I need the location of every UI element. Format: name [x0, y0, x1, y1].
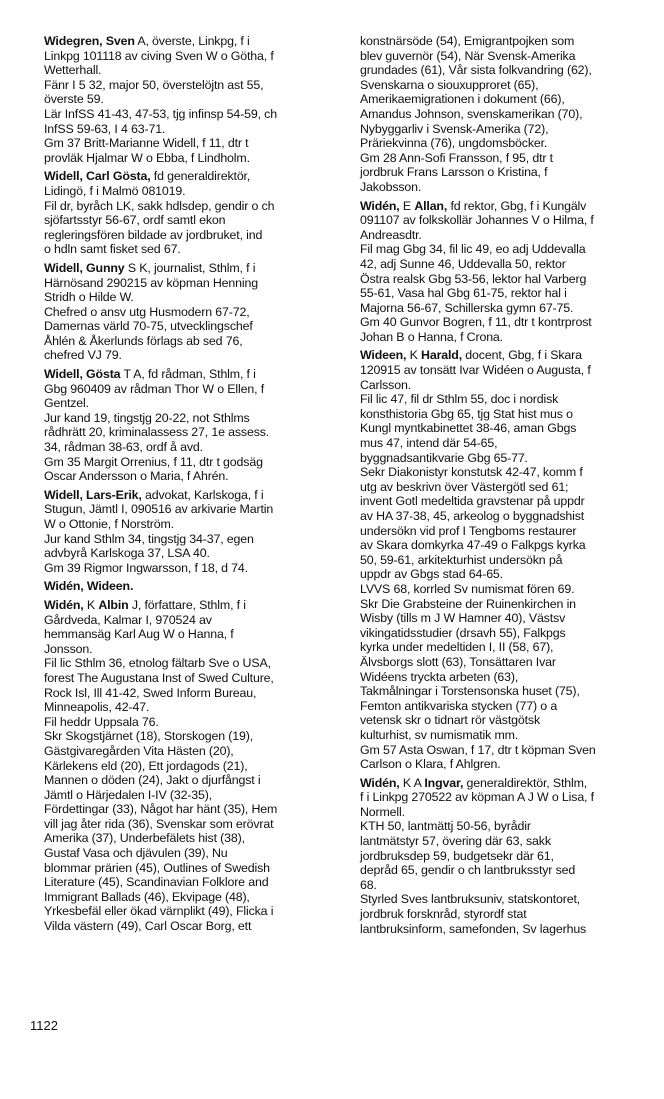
entry-text: sjöfartsstyr 56-67, ordf samtl ekon	[44, 213, 226, 228]
entry-text: advokat, Karlskoga, f i	[141, 487, 264, 502]
entry-name-bold: Widell, Gösta	[44, 367, 121, 382]
right-column	[360, 34, 660, 940]
entry-line	[44, 242, 344, 257]
entry-line	[44, 213, 344, 228]
entry-line	[44, 382, 344, 397]
entry-text: Jonsson.	[44, 641, 93, 656]
entry-text: byggnadsantikvarie Gbg 65-77.	[360, 450, 528, 465]
entry-line	[44, 199, 344, 214]
entry-name-bold: Widegren, Sven	[44, 34, 135, 48]
entry-line	[44, 744, 344, 759]
entry-line	[44, 184, 344, 199]
entry-line	[360, 330, 660, 345]
biography-entry	[360, 776, 660, 937]
biography-entry	[44, 169, 344, 257]
left-column	[44, 34, 344, 938]
entry-name-bold: Allan,	[414, 198, 448, 213]
page-number: 1122	[30, 1018, 58, 1033]
entry-line	[360, 907, 660, 922]
entry-line	[360, 805, 660, 820]
entry-line	[44, 425, 344, 440]
entry-line	[360, 776, 660, 791]
biography-entry	[44, 261, 344, 363]
entry-text: Wetterhall.	[44, 63, 102, 78]
biography-entry	[360, 199, 660, 345]
entry-text: Amandus Johnson, svenskamerikan (70),	[360, 106, 583, 121]
entry-text: Gårdveda, Kalmar I, 970524 av	[44, 612, 212, 627]
entry-line	[360, 863, 660, 878]
entry-line	[360, 107, 660, 122]
entry-line	[360, 757, 660, 772]
entry-text: 55-61, Vasa hal Gbg 61-75, rektor hal i	[360, 286, 567, 301]
entry-line	[360, 49, 660, 64]
entry-line	[360, 465, 660, 480]
entry-name-bold: Widén,	[44, 597, 84, 612]
entry-text: Östra realsk Gbg 53-56, lektor hal Varberg	[360, 271, 587, 286]
entry-text: T A, fd rådman, Sthlm, f i	[120, 367, 256, 382]
entry-line	[360, 451, 660, 466]
entry-line	[360, 728, 660, 743]
entry-line	[44, 715, 344, 730]
entry-text: Kungl myntkabinettet 38-46, aman Gbgs	[360, 421, 577, 436]
entry-text: mus 47, intend där 54-65,	[360, 436, 498, 451]
entry-name-bold: Widén,	[360, 775, 400, 790]
entry-line	[360, 199, 660, 214]
entry-line	[44, 367, 344, 382]
entry-text: Jämtl o Härjedalen I-IV (32-35),	[44, 787, 213, 802]
entry-line	[360, 849, 660, 864]
entry-line	[44, 92, 344, 107]
entry-line	[44, 700, 344, 715]
biography-entry	[360, 348, 660, 771]
entry-line	[360, 407, 660, 422]
entry-line	[360, 626, 660, 641]
entry-line	[44, 440, 344, 455]
entry-text: J, författare, Sthlm, f i	[128, 597, 246, 612]
entry-text: Chefred o ansv utg Husmodern 67-72,	[44, 304, 250, 319]
entry-line	[44, 686, 344, 701]
entry-text: grundades (61), Vår sista folkvandring (62),	[360, 63, 592, 78]
entry-line	[44, 290, 344, 305]
entry-text: Normell.	[360, 804, 405, 819]
biography-entry	[360, 34, 660, 195]
entry-text: Fil lic 47, fil dr Sthlm 55, doc i nordisk	[360, 392, 559, 407]
entry-line	[360, 363, 660, 378]
entry-text: Carlson o Klara, f Ahlgren.	[360, 757, 501, 772]
entry-line	[44, 34, 344, 49]
entry-line	[360, 151, 660, 166]
entry-line	[44, 469, 344, 484]
entry-text: jordbruksdep 59, budgetsekr där 61,	[360, 848, 554, 863]
entry-line	[360, 136, 660, 151]
entry-line	[44, 729, 344, 744]
entry-line	[44, 411, 344, 426]
entry-name-bold: Widell, Lars-Erik,	[44, 487, 142, 502]
entry-text: docent, Gbg, f i Skara	[462, 348, 582, 363]
entry-line	[360, 122, 660, 137]
entry-line	[44, 759, 344, 774]
entry-line	[44, 627, 344, 642]
entry-text: Gm 28 Ann-Sofi Fransson, f 95, dtr t	[360, 150, 553, 165]
entry-text: LVVS 68, korrled Sv numismat fören 69.	[360, 581, 575, 596]
entry-line	[44, 169, 344, 184]
entry-text: invent Gotl medeltida gravstenar på uppdr	[360, 494, 585, 509]
entry-line	[44, 151, 344, 166]
entry-text: Andreasdtr.	[360, 227, 422, 242]
entry-line	[44, 49, 344, 64]
entry-line	[44, 396, 344, 411]
entry-line	[360, 878, 660, 893]
entry-text: blev guvernör (54), När Svensk-Amerika	[360, 48, 576, 63]
entry-text: KTH 50, lantmättj 50-56, byrådir	[360, 819, 531, 834]
entry-line	[44, 517, 344, 532]
entry-text: Lidingö, f i Malmö 081019.	[44, 183, 186, 198]
entry-text: Gm 37 Britt-Marianne Widell, f 11, dtr t	[44, 136, 249, 151]
entry-text: lantbruksinform, samefonden, Sv lagerhus	[360, 921, 587, 936]
entry-text: Nybyggarliv i Svensk-Amerika (72),	[360, 121, 549, 136]
entry-line	[360, 213, 660, 228]
entry-text: jordbruk Frans Larsson o Kristina, f	[360, 165, 548, 180]
entry-text: Gentzel.	[44, 396, 89, 411]
entry-line	[360, 538, 660, 553]
entry-text: A, överste, Linkpg, f i	[134, 34, 250, 48]
entry-text: Skr Die Grabsteine der Ruinenkirchen in	[360, 596, 576, 611]
entry-line	[360, 286, 660, 301]
entry-text: undersökn vid prof I Tengboms restaurer	[360, 523, 577, 538]
entry-name-bold: Widell, Carl Gösta,	[44, 169, 151, 184]
entry-name-bold: Harald,	[421, 348, 463, 363]
entry-line	[44, 348, 344, 363]
entry-text: regleringsfören bildade av jordbruket, ind	[44, 227, 263, 242]
entry-text: Lär InfSS 41-43, 47-53, tjg infinsp 54-59, ch	[44, 106, 277, 121]
entry-line	[44, 78, 344, 93]
entry-line	[360, 922, 660, 937]
entry-text: Immigrant Ballads (46), Ekvipage (48),	[44, 889, 250, 904]
entry-text: Gustaf Vasa och djävulen (39), Nu	[44, 846, 228, 861]
entry-text: Jur kand 19, tingstjg 20-22, not Sthlms	[44, 410, 250, 425]
entry-line	[360, 348, 660, 363]
entry-text: Jakobsson.	[360, 179, 422, 194]
entry-line	[44, 532, 344, 547]
entry-line	[44, 890, 344, 905]
entry-line	[360, 378, 660, 393]
entry-text: Älvsborgs slott (63), Tonsättaren Ivar	[360, 654, 556, 669]
entry-text: S K, journalist, Sthlm, f i	[124, 260, 256, 275]
entry-text: Rock Isl, Ill 41-42, Swed Inform Bureau,	[44, 685, 257, 700]
entry-text: advbyrå Karlskoga 37, LSA 40.	[44, 546, 210, 561]
entry-line	[360, 480, 660, 495]
entry-line	[44, 831, 344, 846]
entry-text: fd rektor, Gbg, f i Kungälv	[447, 198, 587, 213]
entry-text: Literature (45), Scandinavian Folklore and	[44, 875, 269, 890]
entry-line	[360, 392, 660, 407]
biography-entry	[44, 579, 344, 594]
entry-text: Härnösand 290215 av köpman Henning	[44, 275, 258, 290]
entry-line	[44, 875, 344, 890]
entry-text: Jur kand Sthlm 34, tingstjg 34-37, egen	[44, 531, 254, 546]
entry-line	[360, 436, 660, 451]
entry-text: Widéens tryckta arbeten (63),	[360, 669, 519, 684]
entry-line	[360, 819, 660, 834]
entry-text: Gm 39 Rigmor Ingwarsson, f 18, d 74.	[44, 560, 248, 575]
entry-line	[360, 78, 660, 93]
entry-line	[360, 713, 660, 728]
entry-text: Fördettingar (33), Något har hänt (35), Hem	[44, 802, 278, 817]
entry-text: konstnärsöde (54), Emigrantpojken som	[360, 34, 575, 48]
entry-line	[360, 421, 660, 436]
entry-line	[360, 790, 660, 805]
biography-entry	[44, 598, 344, 934]
entry-text: Styrled Sves lantbruksuniv, statskontoret,	[360, 892, 581, 907]
entry-line	[360, 553, 660, 568]
entry-line	[360, 180, 660, 195]
entry-text: Femton antikvariska stycken (77) o a	[360, 698, 558, 713]
entry-line	[44, 107, 344, 122]
entry-text: fd generaldirektör,	[150, 169, 251, 184]
entry-text: W o Ottonie, f Norström.	[44, 517, 174, 531]
entry-line	[360, 640, 660, 655]
entry-text: Amerika (37), Underbefälets hist (38),	[44, 831, 245, 846]
entry-text: Fänr I 5 32, major 50, överstelöjtn ast 55,	[44, 77, 264, 92]
entry-line	[44, 788, 344, 803]
entry-text: Stugun, Jämtl I, 090516 av arkivarie Martin	[44, 502, 274, 517]
entry-text: jordbruk forsknråd, styrordf stat	[360, 907, 527, 922]
entry-line	[360, 34, 660, 49]
entry-line	[44, 773, 344, 788]
entry-text: Majorna 56-67, Schillerska gymn 67-75.	[360, 300, 574, 315]
entry-text: Sekr Diakonistyr konstutsk 42-47, komm f	[360, 465, 583, 480]
entry-text: Svenskarna o siouxupproret (65),	[360, 77, 539, 92]
entry-text: av HA 37-38, 45, arkeolog o byggnadshist	[360, 509, 585, 523]
entry-line	[360, 611, 660, 626]
entry-text: överste 59.	[44, 92, 104, 107]
entry-name-bold: Widell, Gunny	[44, 260, 125, 275]
entry-line	[360, 597, 660, 612]
entry-text: Gm 35 Margit Orrenius, f 11, dtr t godsäg	[44, 454, 263, 469]
entry-line	[44, 561, 344, 576]
entry-text: Fil dr, byråch LK, sakk hdlsdep, gendir o ch	[44, 198, 275, 213]
entry-line	[44, 305, 344, 320]
entry-text: rådhrätt 20, kriminalassess 27, 1e assess.	[44, 425, 270, 440]
biography-entry	[44, 34, 344, 165]
entry-line	[360, 699, 660, 714]
entry-text: K A	[399, 775, 425, 790]
entry-line	[360, 92, 660, 107]
entry-line	[360, 272, 660, 287]
entry-text: Fil mag Gbg 34, fil lic 49, eo adj Uddevalla	[360, 242, 586, 257]
entry-line	[44, 276, 344, 291]
entry-text: Carlsson.	[360, 377, 411, 392]
entry-line	[44, 861, 344, 876]
entry-name-bold: Widén, Wideen.	[44, 579, 134, 594]
entry-name-bold: Albin	[98, 597, 129, 612]
entry-line	[44, 579, 344, 594]
entry-name-bold: Wideen,	[360, 348, 407, 363]
entry-line	[360, 655, 660, 670]
entry-text: f i Linkpg 270522 av köpman A J W o Lisa, f	[360, 790, 594, 805]
entry-text: konsthistoria Gbg 65, tjg Stat hist mus o	[360, 406, 573, 421]
entry-text: Fil heddr Uppsala 76.	[44, 714, 159, 729]
entry-line	[44, 228, 344, 243]
entry-line	[360, 670, 660, 685]
entry-line	[360, 524, 660, 539]
entry-line	[44, 546, 344, 561]
entry-line	[44, 671, 344, 686]
entry-text: Fil lic Sthlm 36, etnolog fältarb Sve o USA,	[44, 656, 271, 671]
entry-line	[360, 509, 660, 524]
entry-name-bold: Widén,	[360, 198, 400, 213]
entry-line	[44, 319, 344, 334]
entry-line	[44, 455, 344, 470]
entry-line	[44, 919, 344, 934]
entry-line	[360, 315, 660, 330]
entry-text: 091107 av folkskollär Johannes V o Hilma, f	[360, 213, 594, 228]
entry-line	[44, 613, 344, 628]
entry-text: 68.	[360, 877, 377, 892]
entry-text: 50, 59-61, arkitekturhist undersökn på	[360, 552, 563, 567]
entry-text: chefred VJ 79.	[44, 348, 122, 363]
entry-line	[44, 63, 344, 78]
biography-entry	[44, 488, 344, 576]
entry-text: Amerikaemigrationen i dokument (66),	[360, 92, 565, 107]
entry-line	[44, 802, 344, 817]
entry-line	[360, 63, 660, 78]
entry-text: utg av beskrivn över Västergötl sed 61;	[360, 479, 569, 494]
entry-text: Vilda västern (49), Carl Oscar Borg, ett	[44, 919, 252, 934]
entry-text: depråd 65, gendir o ch lantbruksstyr sed	[360, 863, 576, 878]
entry-line	[44, 598, 344, 613]
entry-text: Präriekvinna (76), ungdomsböcker.	[360, 136, 548, 151]
entry-text: Johan B o Hanna, f Crona.	[360, 329, 503, 344]
entry-text: lantmätstyr 57, övering där 63, sakk	[360, 834, 551, 849]
entry-text: Skr Skogstjärnet (18), Storskogen (19),	[44, 729, 254, 744]
entry-line	[360, 892, 660, 907]
entry-line	[44, 488, 344, 503]
entry-line	[360, 834, 660, 849]
entry-text: 42, adj Sunne 46, Uddevalla 50, rektor	[360, 256, 566, 271]
entry-line	[360, 494, 660, 509]
entry-line	[44, 334, 344, 349]
entry-text: provläk Hjalmar W o Ebba, f Lindholm.	[44, 150, 250, 165]
entry-text: Takmålningar i Torstensonska huset (75),	[360, 684, 580, 699]
entry-text: Damernas värld 70-75, utvecklingschef	[44, 319, 253, 334]
entry-text: Oscar Andersson o Maria, f Ahrén.	[44, 469, 229, 484]
entry-text: Åhlén & Åkerlunds förlags ab sed 76,	[44, 333, 243, 348]
entry-line	[360, 743, 660, 758]
entry-line	[44, 656, 344, 671]
entry-text: E	[399, 198, 415, 213]
entry-line	[44, 846, 344, 861]
entry-line	[44, 136, 344, 151]
entry-line	[44, 904, 344, 919]
entry-text: K	[83, 597, 99, 612]
entry-text: uppdr av Gbgs stad 64-65.	[360, 567, 503, 582]
entry-text: Gm 57 Asta Oswan, f 17, dtr t köpman Sven	[360, 742, 596, 757]
entry-text: blommar prärien (45), Outlines of Swedish	[44, 860, 270, 875]
biography-entry	[44, 367, 344, 484]
entry-line	[360, 228, 660, 243]
entry-text: o hdln samt fisket sed 67.	[44, 242, 181, 257]
entry-line	[360, 301, 660, 316]
entry-line	[360, 242, 660, 257]
entry-line	[44, 642, 344, 657]
entry-text: Kärlekens eld (20), Ett jordagods (21),	[44, 758, 248, 773]
entry-line	[360, 165, 660, 180]
entry-text: av Skara domkyrka 47-49 o Falkpgs kyrka	[360, 538, 586, 553]
entry-text: generaldirektör, Sthlm,	[463, 775, 588, 790]
entry-line	[44, 502, 344, 517]
entry-text: K	[406, 348, 422, 363]
entry-text: Gm 40 Gunvor Bogren, f 11, dtr t kontrprost	[360, 315, 592, 330]
entry-line	[44, 817, 344, 832]
entry-text: kulturhist, sv numismatik mm.	[360, 727, 519, 742]
entry-text: vetensk skr o tidnart rör västgötsk	[360, 713, 540, 728]
entry-text: Mannen o döden (24), Jakt o djurfångst i	[44, 773, 261, 788]
entry-text: forest The Augustana Inst of Swed Culture,	[44, 670, 274, 685]
entry-line	[44, 122, 344, 137]
entry-line	[360, 257, 660, 272]
entry-text: Gbg 960409 av rådman Thor W o Ellen, f	[44, 381, 264, 396]
entry-text: vikingatidsstudier (drsavh 55), Falkpgs	[360, 625, 566, 640]
entry-text: Gästgivaregården Vita Hästen (20),	[44, 743, 234, 758]
entry-text: vill jag åter rida (36), Svenskar som erövrat	[44, 816, 274, 831]
entry-text: hemmansäg Karl Aug W o Hanna, f	[44, 627, 234, 642]
entry-line	[360, 567, 660, 582]
entry-text: InfSS 59-63, I 4 63-71.	[44, 121, 166, 136]
entry-text: Yrkesbefäl eller ökad värnplikt (49), Flicka i	[44, 904, 274, 919]
entry-line	[360, 684, 660, 699]
entry-text: 34, rådman 38-63, ordf å avd.	[44, 440, 203, 455]
entry-line	[360, 582, 660, 597]
entry-line	[44, 261, 344, 276]
entry-text: Stridh o Hilde W.	[44, 290, 134, 305]
entry-name-bold: Ingvar,	[424, 775, 464, 790]
entry-text: Linkpg 101118 av civing Sven W o Götha, f	[44, 48, 274, 63]
entry-text: Minneapolis, 42-47.	[44, 700, 150, 715]
entry-text: 120915 av tonsätt Ivar Widéen o Augusta, f	[360, 363, 591, 378]
entry-text: Wisby (tills m J W Hamner 40), Västsv	[360, 611, 566, 626]
entry-text: kyrka under medeltiden I, II (58, 67),	[360, 640, 554, 655]
